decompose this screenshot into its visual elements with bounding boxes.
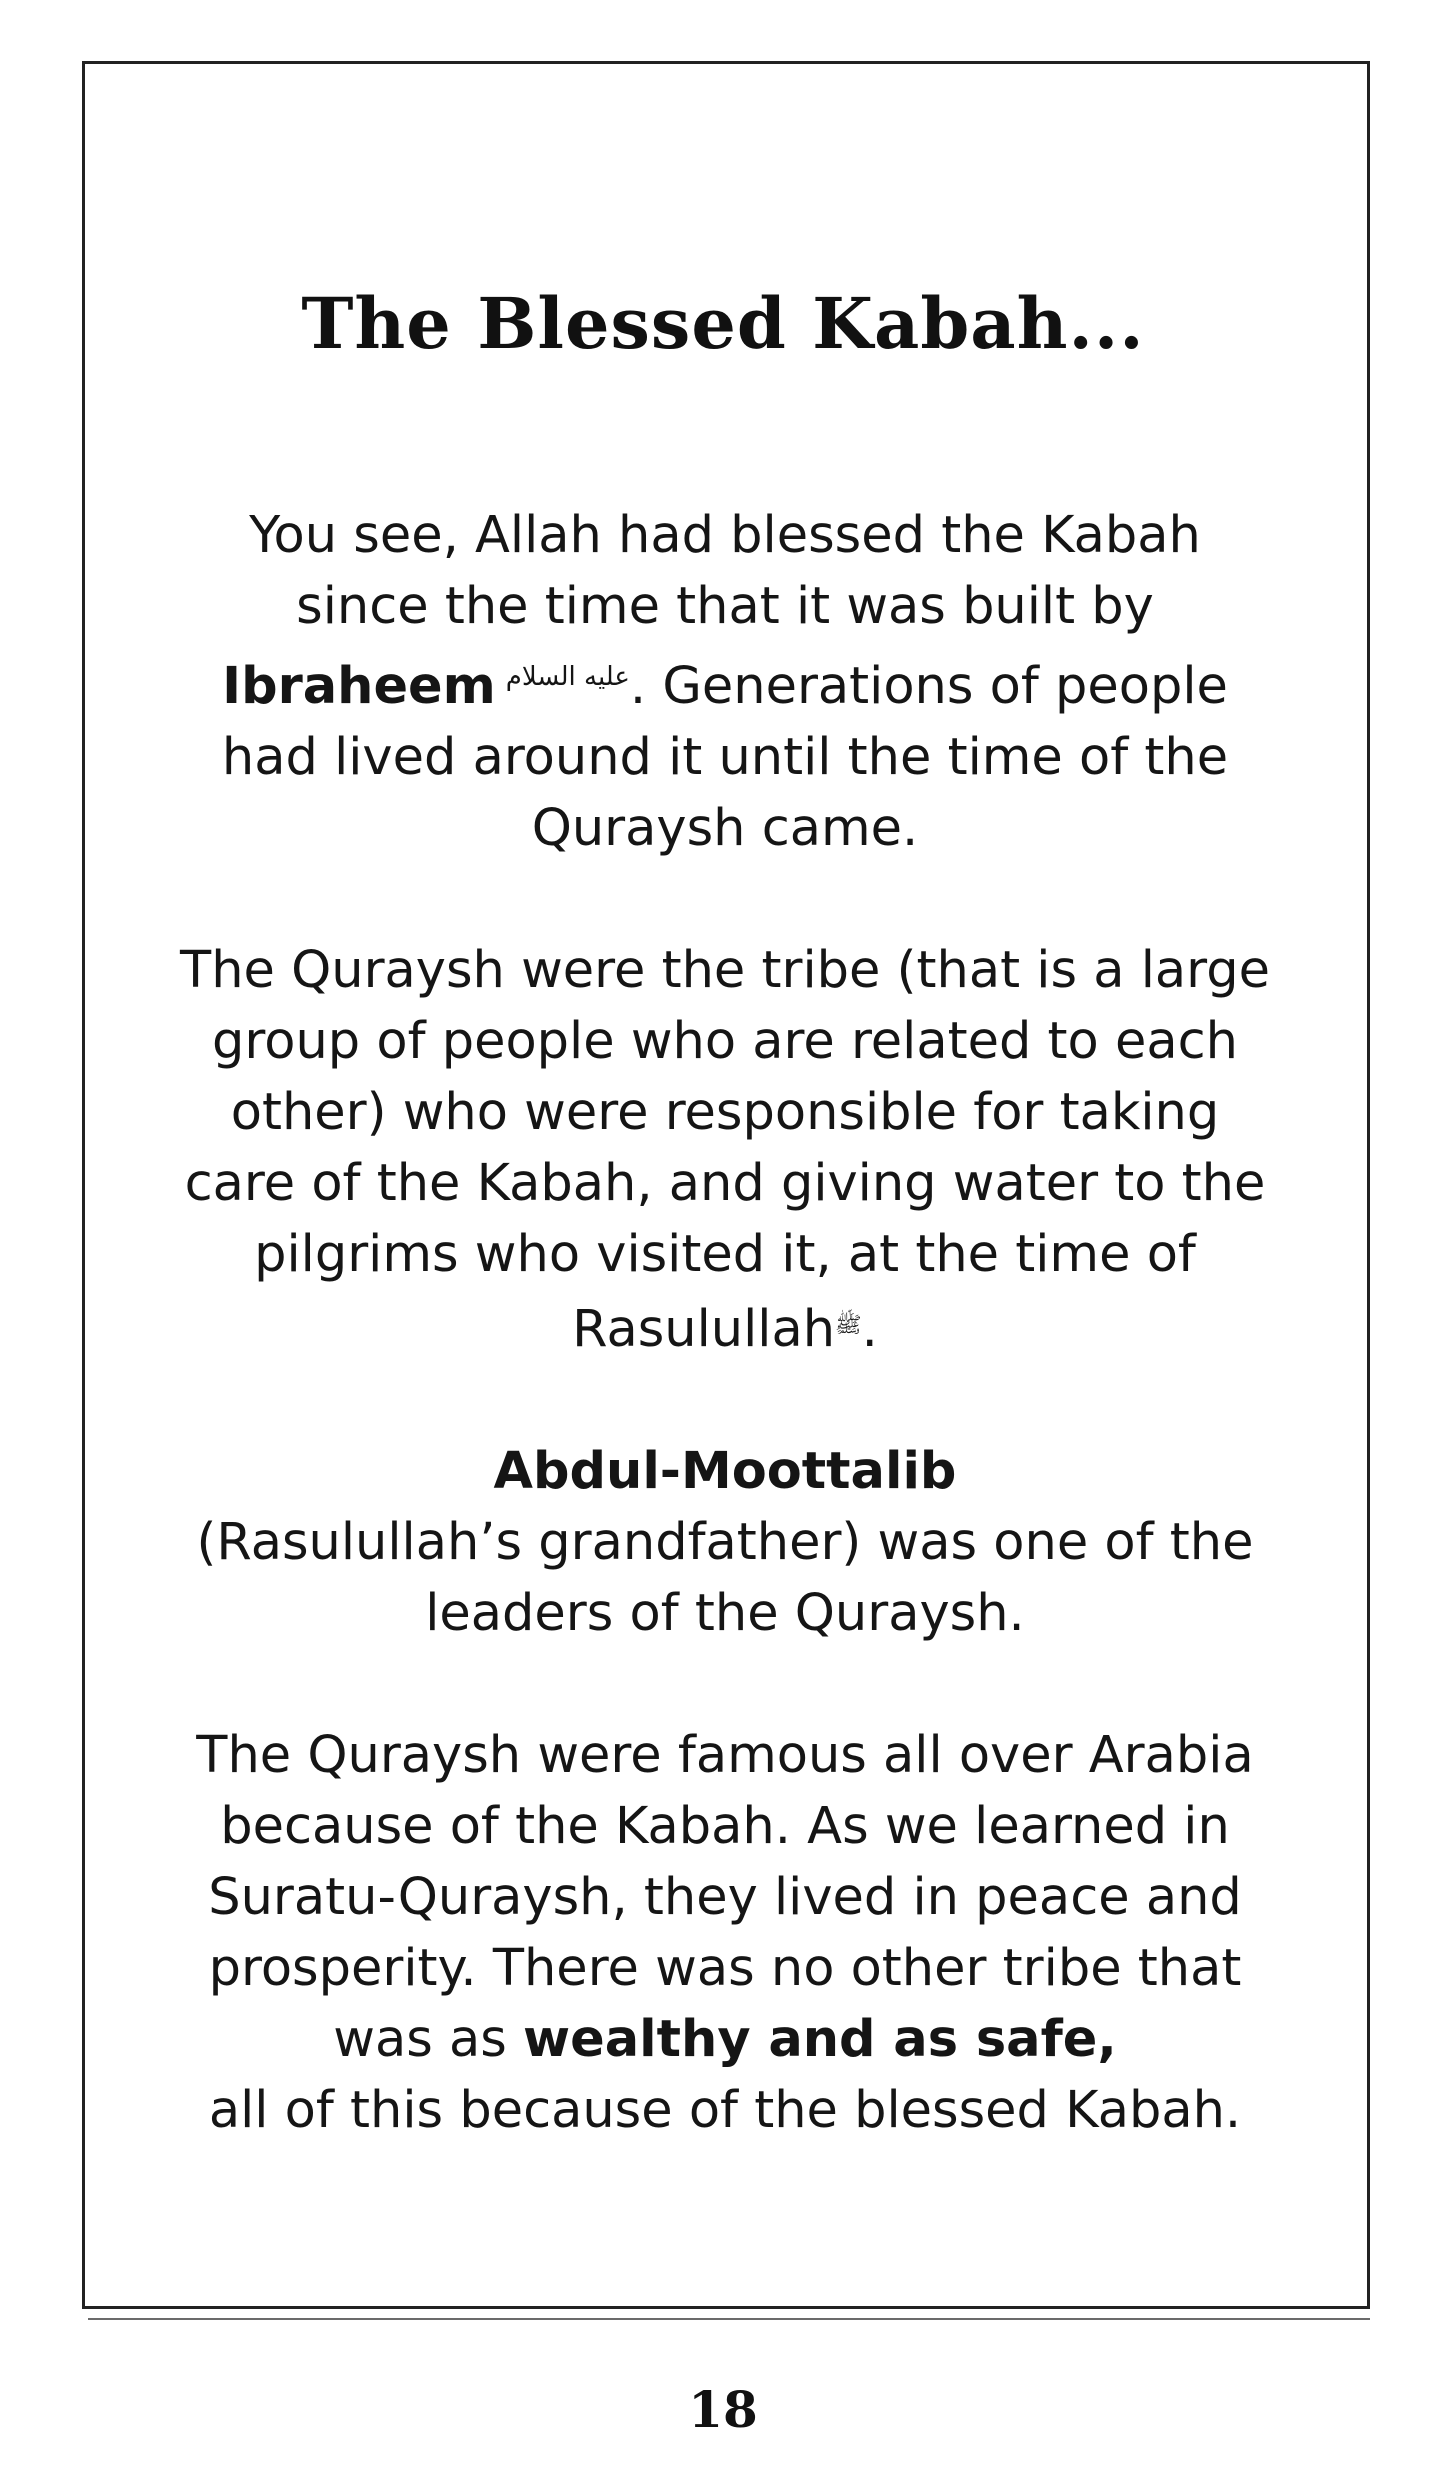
abdul-moottalib-heading: Abdul-Moottalib — [493, 1442, 957, 1501]
paragraph-1 — [175, 500, 1275, 864]
page-number: 18 — [688, 2380, 758, 2439]
paragraph-4-part-1: The Quraysh were famous all over Arabia because of the Kabah. As we learned in Suratu-Quraysh, they lived in peace and prosperity. There was no other tribe that was as — [196, 1726, 1254, 2069]
paragraph-4 — [175, 1720, 1275, 2146]
paragraph-4-part-2: all of this because of the blessed Kabah. — [208, 2081, 1242, 2140]
bottom-rule — [88, 2318, 1370, 2320]
paragraph-1-part-2: . Generations of people had lived around it until the time of the Quraysh came. — [221, 657, 1229, 858]
paragraph-1-part-1: You see, Allah had blessed the Kabah since the time that it was built by — [249, 506, 1201, 636]
paragraph-2 — [175, 935, 1275, 1365]
page-title: The Blessed Kabah... — [301, 282, 1145, 365]
paragraph-3 — [175, 1436, 1275, 1649]
honorific-rasulullah: ﷺ — [835, 1313, 862, 1338]
paragraph-3-text: (Rasulullah’s grandfather) was one of the leaders of the Quraysh. — [196, 1513, 1254, 1643]
paragraph-4-bold: wealthy and as safe, — [523, 2010, 1117, 2069]
paragraph-2-end: . — [861, 1300, 878, 1359]
honorific-ibraheem: عليه السلام — [505, 662, 630, 692]
body-text — [175, 500, 1275, 2146]
paragraph-2-text: The Quraysh were the tribe (that is a large group of people who are related to each other) who were responsible for taking care of the Kabah, and giving water to the pilgrims who visited it, at the time of Rasulullah — [180, 941, 1270, 1359]
ibraheem-name: Ibraheem — [222, 657, 496, 716]
